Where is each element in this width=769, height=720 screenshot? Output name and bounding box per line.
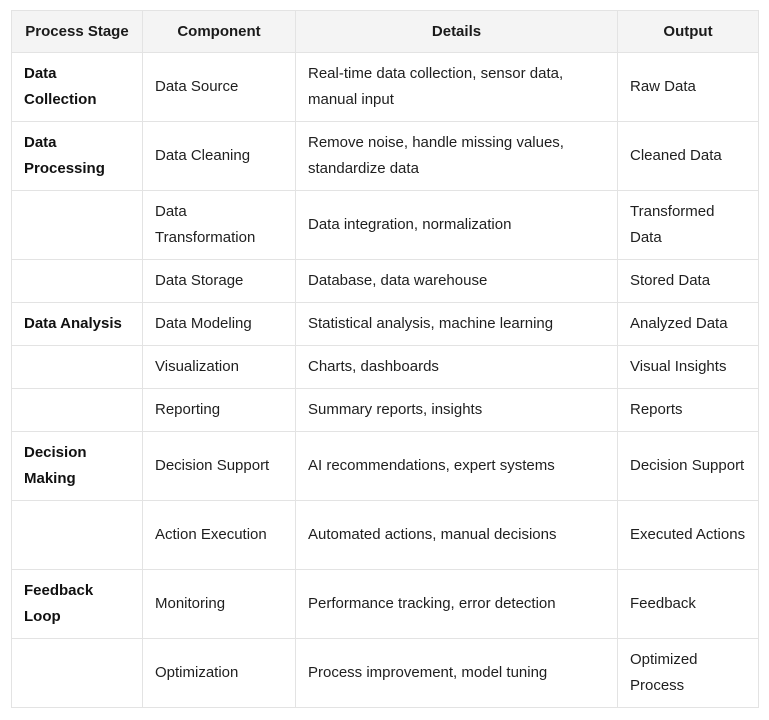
header-component: Component	[143, 11, 296, 53]
stage-cell: Data Analysis	[12, 303, 143, 346]
details-cell: Automated actions, manual decisions	[296, 501, 618, 570]
table-row	[12, 346, 759, 389]
table-row	[12, 432, 759, 501]
output-cell: Feedback	[618, 570, 759, 639]
component-cell: Data Transformation	[143, 191, 296, 260]
component-cell: Data Source	[143, 53, 296, 122]
output-cell: Visual Insights	[618, 346, 759, 389]
output-cell: Cleaned Data	[618, 122, 759, 191]
details-cell: Database, data warehouse	[296, 260, 618, 303]
table-row	[12, 53, 759, 122]
details-cell: Summary reports, insights	[296, 389, 618, 432]
component-cell: Data Cleaning	[143, 122, 296, 191]
header-output: Output	[618, 11, 759, 53]
output-cell: Executed Actions	[618, 501, 759, 570]
header-process-stage: Process Stage	[12, 11, 143, 53]
table-row	[12, 191, 759, 260]
output-cell: Stored Data	[618, 260, 759, 303]
table-container	[11, 10, 759, 708]
component-cell: Visualization	[143, 346, 296, 389]
stage-cell: Decision Making	[12, 432, 143, 501]
component-cell: Decision Support	[143, 432, 296, 501]
component-cell: Optimization	[143, 639, 296, 708]
stage-cell	[12, 191, 143, 260]
details-cell: Charts, dashboards	[296, 346, 618, 389]
output-cell: Raw Data	[618, 53, 759, 122]
component-cell: Reporting	[143, 389, 296, 432]
header-details: Details	[296, 11, 618, 53]
stage-cell: Feedback Loop	[12, 570, 143, 639]
component-cell: Data Modeling	[143, 303, 296, 346]
details-cell: AI recommendations, expert systems	[296, 432, 618, 501]
output-cell: Reports	[618, 389, 759, 432]
process-table	[11, 10, 759, 708]
output-cell: Optimized Process	[618, 639, 759, 708]
stage-cell	[12, 389, 143, 432]
output-cell: Decision Support	[618, 432, 759, 501]
stage-cell: Data Processing	[12, 122, 143, 191]
component-cell: Data Storage	[143, 260, 296, 303]
stage-cell	[12, 501, 143, 570]
table-row	[12, 303, 759, 346]
output-cell: Transformed Data	[618, 191, 759, 260]
component-cell: Action Execution	[143, 501, 296, 570]
table-row	[12, 260, 759, 303]
stage-cell	[12, 639, 143, 708]
details-cell: Remove noise, handle missing values, standardize data	[296, 122, 618, 191]
details-cell: Process improvement, model tuning	[296, 639, 618, 708]
details-cell: Data integration, normalization	[296, 191, 618, 260]
table-row	[12, 122, 759, 191]
details-cell: Real-time data collection, sensor data, manual input	[296, 53, 618, 122]
table-header-row	[12, 11, 759, 53]
table-row	[12, 389, 759, 432]
details-cell: Statistical analysis, machine learning	[296, 303, 618, 346]
details-cell: Performance tracking, error detection	[296, 570, 618, 639]
table-row	[12, 501, 759, 570]
component-cell: Monitoring	[143, 570, 296, 639]
stage-cell: Data Collection	[12, 53, 143, 122]
output-cell: Analyzed Data	[618, 303, 759, 346]
stage-cell	[12, 260, 143, 303]
table-row	[12, 639, 759, 708]
table-row	[12, 570, 759, 639]
stage-cell	[12, 346, 143, 389]
